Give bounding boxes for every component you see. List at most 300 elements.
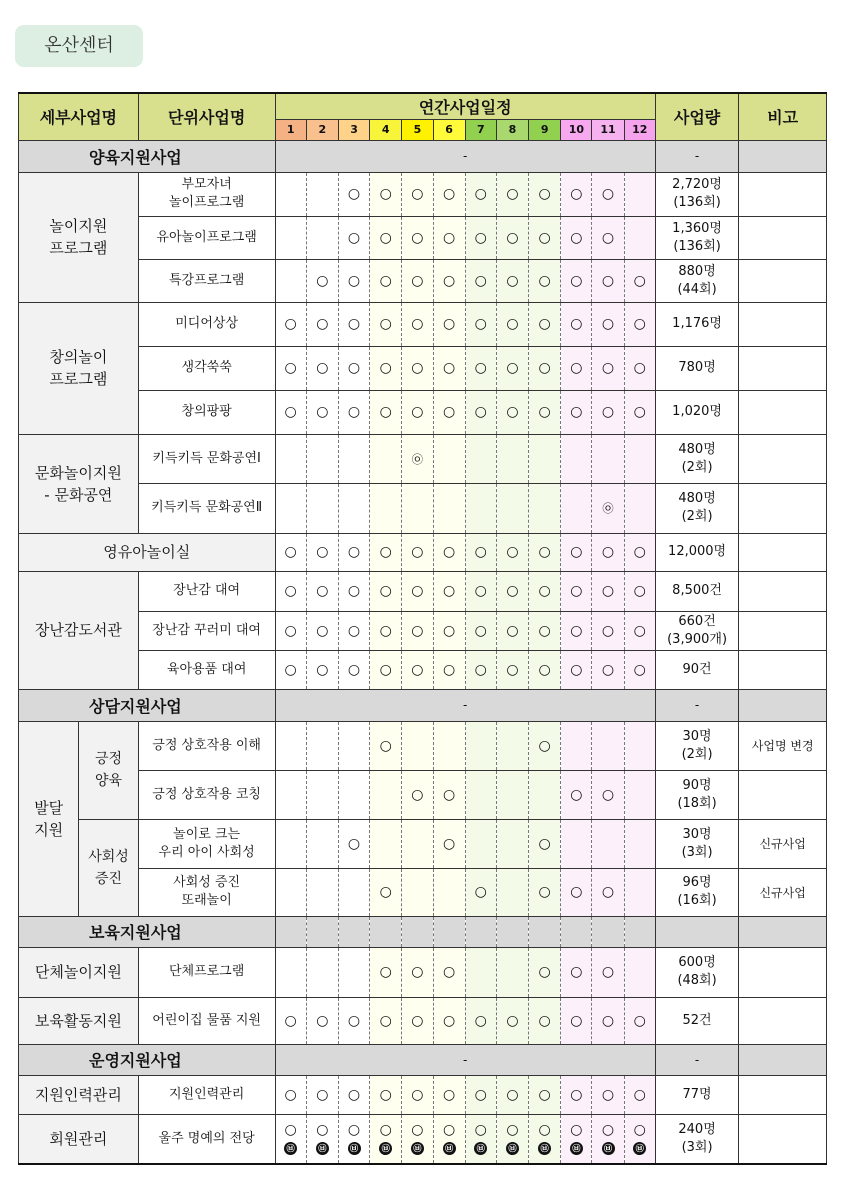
- volume: 1,176명: [655, 302, 739, 346]
- month-cell: ○: [306, 997, 338, 1044]
- month-cell: ○: [370, 650, 402, 689]
- month-header: 3: [338, 119, 369, 140]
- section-volume: -: [655, 140, 739, 172]
- month-cell: ○: [402, 302, 433, 346]
- month-cell: ○: [561, 611, 592, 650]
- month-cell: [275, 947, 306, 997]
- month-cell: [592, 916, 624, 947]
- month-cell: [624, 819, 655, 868]
- month-cell: ○: [465, 302, 496, 346]
- month-cell: ○: [561, 770, 592, 819]
- month-cell: ○: [465, 216, 496, 259]
- month-cell: ○: [496, 997, 528, 1044]
- month-cell: ○: [465, 868, 496, 916]
- month-cell: ○: [465, 611, 496, 650]
- month-cell: [433, 1114, 465, 1164]
- month-cell: [370, 916, 402, 947]
- month-cell: ○: [561, 216, 592, 259]
- month-cell: [496, 916, 528, 947]
- subgroup-label: 긍정 양육: [79, 721, 138, 819]
- note: [739, 390, 827, 434]
- month-header: 10: [561, 119, 592, 140]
- month-cell: [370, 770, 402, 819]
- note: [739, 611, 827, 650]
- month-cell: [465, 916, 496, 947]
- black-mark: ㉥: [316, 1142, 329, 1155]
- month-cell: ○: [465, 571, 496, 611]
- month-cell: ○: [306, 259, 338, 302]
- month-cell: [275, 721, 306, 770]
- month-cell: ○: [433, 571, 465, 611]
- note: 신규사업: [739, 819, 827, 868]
- month-cell: ○: [529, 611, 561, 650]
- month-cell: [624, 1114, 655, 1164]
- month-cell: [561, 721, 592, 770]
- month-cell: ○: [402, 216, 433, 259]
- month-cell: ○: [402, 533, 433, 571]
- month-cell: [433, 483, 465, 533]
- month-cell: ○: [465, 533, 496, 571]
- note: [739, 533, 827, 571]
- group-label: 창의놀이 프로그램: [19, 302, 139, 434]
- month-cell: ○: [433, 819, 465, 868]
- section-dash: -: [275, 1044, 655, 1075]
- month-cell: ○: [496, 611, 528, 650]
- month-cell: ○: [433, 997, 465, 1044]
- month-cell: ○: [465, 997, 496, 1044]
- unit-name: 생각쑥쑥: [138, 346, 275, 390]
- month-cell: ○: [433, 390, 465, 434]
- circle-mark: ○: [379, 1121, 392, 1138]
- note: [739, 346, 827, 390]
- month-header: 11: [592, 119, 624, 140]
- month-cell: ○: [433, 216, 465, 259]
- month-cell: ○: [496, 302, 528, 346]
- month-cell: ○: [496, 571, 528, 611]
- month-cell: ○: [370, 997, 402, 1044]
- month-cell: [624, 216, 655, 259]
- unit-name: 창의팡팡: [138, 390, 275, 434]
- month-cell: [592, 483, 624, 533]
- month-cell: ○: [529, 390, 561, 434]
- month-cell: ○: [529, 721, 561, 770]
- month-cell: ○: [338, 390, 369, 434]
- month-cell: ○: [592, 997, 624, 1044]
- note: [739, 571, 827, 611]
- month-cell: [529, 1114, 561, 1164]
- note: [739, 172, 827, 216]
- circle-mark: ○: [442, 1121, 456, 1138]
- month-cell: ○: [529, 997, 561, 1044]
- month-cell: ○: [402, 770, 433, 819]
- month-cell: ○: [306, 571, 338, 611]
- unit-name: 키득키득 문화공연Ⅱ: [138, 483, 275, 533]
- month-cell: ○: [592, 216, 624, 259]
- group-label: 장난감도서관: [19, 571, 139, 689]
- unit-name: 어린이집 물품 지원: [138, 997, 275, 1044]
- unit-name: 울주 명예의 전당: [138, 1114, 275, 1164]
- unit-name: 사회성 증진 또래놀이: [138, 868, 275, 916]
- black-mark: ㉥: [411, 1142, 424, 1155]
- month-cell: [433, 721, 465, 770]
- month-cell: ○: [529, 571, 561, 611]
- month-cell: [306, 916, 338, 947]
- note: [739, 997, 827, 1044]
- month-cell: ○: [624, 390, 655, 434]
- month-header: 5: [402, 119, 433, 140]
- month-cell: ○: [496, 172, 528, 216]
- month-cell: [561, 1114, 592, 1164]
- month-cell: ○: [433, 346, 465, 390]
- month-cell: [306, 868, 338, 916]
- col-note-header: 비고: [739, 93, 827, 140]
- month-cell: ○: [529, 868, 561, 916]
- month-cell: ○: [496, 390, 528, 434]
- unit-name: 긍정 상호작용 이해: [138, 721, 275, 770]
- month-cell: [275, 172, 306, 216]
- month-cell: ○: [624, 346, 655, 390]
- month-cell: ○: [592, 259, 624, 302]
- month-cell: [496, 868, 528, 916]
- month-cell: ○: [592, 611, 624, 650]
- month-cell: ○: [275, 997, 306, 1044]
- volume: 480명 (2회): [655, 483, 739, 533]
- month-cell: [306, 721, 338, 770]
- month-cell: ○: [402, 997, 433, 1044]
- month-cell: ○: [465, 346, 496, 390]
- month-cell: [624, 721, 655, 770]
- month-cell: [496, 434, 528, 483]
- schedule-table: [18, 92, 827, 1165]
- month-cell: ○: [433, 172, 465, 216]
- month-cell: ○: [402, 259, 433, 302]
- month-cell: ○: [624, 611, 655, 650]
- month-cell: ○: [624, 259, 655, 302]
- volume: 30명 (3회): [655, 819, 739, 868]
- month-cell: [496, 483, 528, 533]
- month-cell: [306, 819, 338, 868]
- month-cell: ○: [338, 819, 369, 868]
- month-cell: ○: [561, 259, 592, 302]
- circle-mark: ○: [316, 1121, 329, 1138]
- month-cell: ○: [402, 947, 433, 997]
- month-cell: [275, 916, 306, 947]
- month-cell: ○: [402, 346, 433, 390]
- month-cell: ○: [275, 346, 306, 390]
- month-header: 4: [370, 119, 402, 140]
- unit-name: 키득키득 문화공연Ⅰ: [138, 434, 275, 483]
- month-cell: ○: [338, 302, 369, 346]
- volume: 780명: [655, 346, 739, 390]
- volume: 77명: [655, 1075, 739, 1114]
- month-cell: [465, 483, 496, 533]
- month-cell: [402, 434, 433, 483]
- special-event-mark: ㉧: [411, 452, 423, 466]
- volume: 30명 (2회): [655, 721, 739, 770]
- note: [739, 434, 827, 483]
- volume: 1,020명: [655, 390, 739, 434]
- month-cell: [338, 947, 369, 997]
- month-cell: [370, 1114, 402, 1164]
- unit-name: 부모자녀 놀이프로그램: [138, 172, 275, 216]
- section-volume: -: [655, 1044, 739, 1075]
- month-cell: ○: [529, 947, 561, 997]
- month-cell: ○: [592, 650, 624, 689]
- note: [739, 1114, 827, 1164]
- month-cell: [624, 770, 655, 819]
- month-cell: [592, 434, 624, 483]
- col-volume-header: 사업량: [655, 93, 739, 140]
- month-cell: ○: [370, 1075, 402, 1114]
- month-cell: ○: [306, 346, 338, 390]
- month-cell: [561, 434, 592, 483]
- month-cell: ○: [433, 259, 465, 302]
- month-cell: ○: [624, 533, 655, 571]
- note: [739, 650, 827, 689]
- month-cell: [465, 721, 496, 770]
- month-cell: [465, 770, 496, 819]
- month-cell: [275, 434, 306, 483]
- group-label: 단체놀이지원: [19, 947, 139, 997]
- month-cell: ○: [529, 346, 561, 390]
- col-unit-header: 단위사업명: [138, 93, 275, 140]
- month-cell: [370, 483, 402, 533]
- month-cell: ○: [402, 611, 433, 650]
- month-cell: [275, 216, 306, 259]
- month-cell: ○: [529, 533, 561, 571]
- month-cell: ○: [433, 611, 465, 650]
- group-label: 문화놀이지원 - 문화공연: [19, 434, 139, 533]
- month-cell: ○: [433, 947, 465, 997]
- month-header: 2: [306, 119, 338, 140]
- month-cell: ○: [370, 611, 402, 650]
- month-cell: ○: [306, 302, 338, 346]
- month-cell: [561, 819, 592, 868]
- volume: 660건 (3,900개): [655, 611, 739, 650]
- month-cell: [561, 483, 592, 533]
- month-cell: ○: [592, 172, 624, 216]
- month-cell: ○: [306, 1075, 338, 1114]
- month-cell: ○: [370, 172, 402, 216]
- month-cell: [338, 770, 369, 819]
- black-mark: ㉥: [348, 1142, 361, 1155]
- month-cell: [496, 770, 528, 819]
- section-title: 상담지원사업: [19, 689, 276, 721]
- month-cell: ○: [465, 172, 496, 216]
- note: 신규사업: [739, 868, 827, 916]
- month-cell: [529, 916, 561, 947]
- month-cell: [433, 868, 465, 916]
- month-cell: ○: [624, 302, 655, 346]
- section-dash: -: [275, 140, 655, 172]
- month-cell: [402, 483, 433, 533]
- subgroup-label: 사회성 증진: [79, 819, 138, 916]
- month-cell: ○: [592, 533, 624, 571]
- circle-mark: ○: [411, 1121, 424, 1138]
- month-cell: ○: [433, 1075, 465, 1114]
- month-cell: ○: [306, 650, 338, 689]
- special-event-mark: ㉧: [602, 502, 614, 515]
- unit-name: 장난감 꾸러미 대여: [138, 611, 275, 650]
- month-cell: [624, 947, 655, 997]
- month-cell: ○: [402, 571, 433, 611]
- month-cell: ○: [370, 216, 402, 259]
- month-cell: [275, 483, 306, 533]
- note: [739, 216, 827, 259]
- col-schedule-header: 연간사업일정: [275, 93, 655, 119]
- black-mark: ㉥: [602, 1142, 615, 1155]
- month-cell: ○: [338, 346, 369, 390]
- month-cell: ○: [592, 571, 624, 611]
- note: 사업명 변경: [739, 721, 827, 770]
- month-cell: ○: [338, 216, 369, 259]
- month-cell: [624, 916, 655, 947]
- volume: 52건: [655, 997, 739, 1044]
- month-cell: [561, 916, 592, 947]
- month-cell: ○: [592, 947, 624, 997]
- month-cell: ○: [402, 172, 433, 216]
- month-cell: ○: [496, 216, 528, 259]
- month-cell: ○: [338, 533, 369, 571]
- group-label: 지원인력관리: [19, 1075, 139, 1114]
- group-label: 회원관리: [19, 1114, 139, 1164]
- unit-name: 특강프로그램: [138, 259, 275, 302]
- volume: 600명 (48회): [655, 947, 739, 997]
- month-cell: ○: [338, 1075, 369, 1114]
- volume: 12,000명: [655, 533, 739, 571]
- month-cell: [624, 868, 655, 916]
- month-cell: [275, 770, 306, 819]
- month-cell: [338, 721, 369, 770]
- month-cell: ○: [275, 390, 306, 434]
- month-cell: [496, 1114, 528, 1164]
- month-cell: ○: [275, 533, 306, 571]
- month-header: 12: [624, 119, 655, 140]
- circle-mark: ○: [284, 1121, 297, 1138]
- circle-mark: ○: [474, 1121, 487, 1138]
- circle-mark: ○: [601, 1121, 615, 1138]
- section-volume: -: [655, 689, 739, 721]
- group-label: 영유아놀이실: [19, 533, 276, 571]
- month-cell: ○: [338, 259, 369, 302]
- month-cell: ○: [561, 571, 592, 611]
- month-cell: ○: [624, 1075, 655, 1114]
- month-cell: [306, 434, 338, 483]
- month-cell: ○: [275, 611, 306, 650]
- group-label: 발달 지원: [19, 721, 79, 916]
- volume: 1,360명 (136회): [655, 216, 739, 259]
- month-cell: ○: [496, 1075, 528, 1114]
- month-cell: ○: [624, 571, 655, 611]
- month-cell: ○: [338, 571, 369, 611]
- col-program-header: 세부사업명: [19, 93, 139, 140]
- month-cell: ○: [370, 721, 402, 770]
- note: [739, 302, 827, 346]
- month-cell: [496, 721, 528, 770]
- month-cell: [624, 434, 655, 483]
- month-cell: [338, 1114, 369, 1164]
- unit-name: 단체프로그램: [138, 947, 275, 997]
- note: [739, 1075, 827, 1114]
- month-cell: ○: [592, 346, 624, 390]
- month-cell: ○: [529, 302, 561, 346]
- volume: 880명 (44회): [655, 259, 739, 302]
- month-cell: ○: [465, 259, 496, 302]
- month-cell: [592, 1114, 624, 1164]
- month-cell: ○: [465, 650, 496, 689]
- month-cell: ○: [275, 650, 306, 689]
- month-cell: [338, 868, 369, 916]
- month-cell: [275, 1114, 306, 1164]
- month-cell: [275, 259, 306, 302]
- month-cell: [402, 1114, 433, 1164]
- month-cell: ○: [275, 302, 306, 346]
- month-cell: ○: [433, 533, 465, 571]
- month-cell: [624, 172, 655, 216]
- month-cell: ○: [529, 259, 561, 302]
- month-header: 9: [529, 119, 561, 140]
- volume: 96명 (16회): [655, 868, 739, 916]
- month-cell: ○: [433, 770, 465, 819]
- month-cell: ○: [592, 1075, 624, 1114]
- month-cell: [306, 770, 338, 819]
- month-cell: ○: [370, 947, 402, 997]
- volume: 240명 (3회): [655, 1114, 739, 1164]
- month-cell: [592, 721, 624, 770]
- month-cell: [496, 819, 528, 868]
- month-cell: ○: [496, 346, 528, 390]
- month-cell: ○: [433, 650, 465, 689]
- month-header: 1: [275, 119, 306, 140]
- month-cell: ○: [592, 302, 624, 346]
- black-mark: ㉥: [506, 1142, 519, 1155]
- note: [739, 770, 827, 819]
- circle-mark: ○: [347, 1121, 361, 1138]
- month-header: 8: [496, 119, 528, 140]
- month-cell: ○: [561, 947, 592, 997]
- month-cell: ○: [529, 819, 561, 868]
- month-cell: ○: [370, 259, 402, 302]
- group-label: 보육활동지원: [19, 997, 139, 1044]
- circle-mark: ○: [570, 1121, 583, 1138]
- month-cell: ○: [561, 868, 592, 916]
- month-cell: ○: [402, 650, 433, 689]
- month-cell: [402, 721, 433, 770]
- month-cell: [465, 947, 496, 997]
- month-cell: ○: [496, 533, 528, 571]
- unit-name: 지원인력관리: [138, 1075, 275, 1114]
- unit-name: 육아용품 대여: [138, 650, 275, 689]
- month-cell: ○: [338, 611, 369, 650]
- month-header: 7: [465, 119, 496, 140]
- circle-mark: ○: [506, 1121, 519, 1138]
- month-cell: [402, 916, 433, 947]
- month-cell: [624, 483, 655, 533]
- circle-mark: ○: [633, 1121, 646, 1138]
- month-cell: [402, 868, 433, 916]
- section-title: 운영지원사업: [19, 1044, 276, 1075]
- month-cell: ○: [465, 1075, 496, 1114]
- month-header: 6: [433, 119, 465, 140]
- black-mark: ㉥: [474, 1142, 487, 1155]
- volume: 2,720명 (136회): [655, 172, 739, 216]
- black-mark: ㉥: [538, 1142, 551, 1155]
- volume: 8,500건: [655, 571, 739, 611]
- black-mark: ㉥: [570, 1142, 583, 1155]
- center-tag: 온산센터: [15, 25, 143, 67]
- month-cell: ○: [338, 172, 369, 216]
- month-cell: [338, 916, 369, 947]
